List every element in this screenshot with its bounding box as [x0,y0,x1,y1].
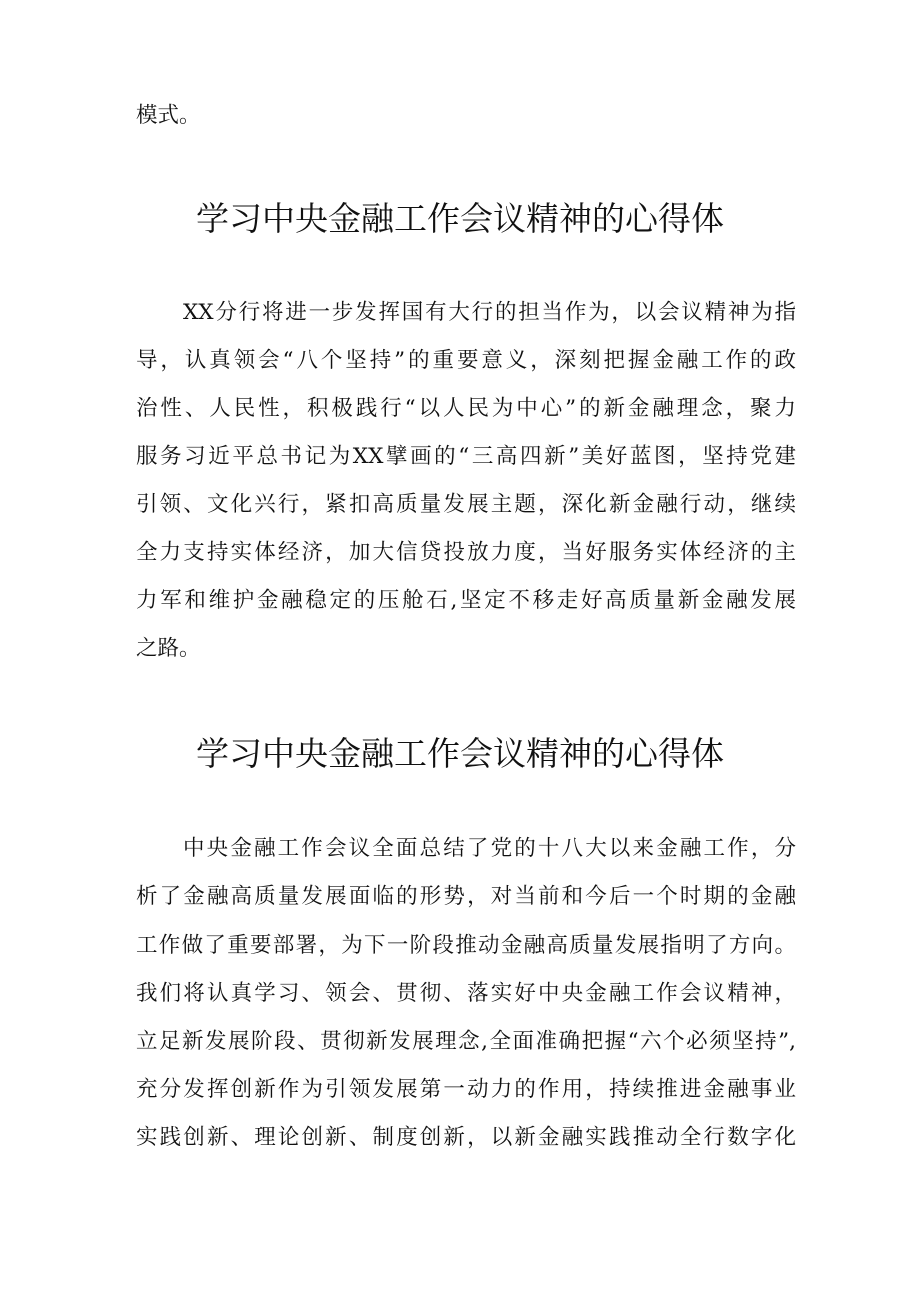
continuation-line: 模式。 [136,103,201,128]
paragraph-line: 充分发挥创新作为引领发展第一动力的作用，持续推进金融事业 [136,1077,796,1102]
paragraph-line: 工作做了重要部署，为下一阶段推动金融高质量发展指明了方向。 [136,933,796,958]
paragraph-line: 引领、文化兴行，紧扣高质量发展主题，深化新金融行动，继续 [136,492,796,517]
paragraph-line: 力军和维护金融稳定的压舱石,坚定不移走好高质量新金融发展 [136,588,796,613]
paragraph-line: 立足新发展阶段、贯彻新发展理念,全面准确把握“六个必须坚持”, [136,1029,796,1054]
section-1-heading: 学习中央金融工作会议精神的心得体 [196,199,724,238]
paragraph-line: 实践创新、理论创新、制度创新，以新金融实践推动全行数字化 [136,1125,796,1150]
section-2-heading: 学习中央金融工作会议精神的心得体 [196,734,724,773]
paragraph-line: XX分行将进一步发挥国有大行的担当作为，以会议精神为指 [183,300,796,325]
paragraph-line: 析了金融高质量发展面临的形势，对当前和今后一个时期的金融 [136,884,796,909]
paragraph-line: 我们将认真学习、领会、贯彻、落实好中央金融工作会议精神， [136,981,796,1006]
paragraph-line: 导，认真领会“八个坚持”的重要意义，深刻把握金融工作的政 [136,348,796,373]
paragraph-line: 中央金融工作会议全面总结了党的十八大以来金融工作，分 [183,836,796,861]
paragraph-line: 之路。 [136,636,201,661]
paragraph-line: 全力支持实体经济，加大信贷投放力度，当好服务实体经济的主 [136,540,796,565]
paragraph-line: 治性、人民性，积极践行“以人民为中心”的新金融理念，聚力 [136,396,796,421]
paragraph-line: 服务习近平总书记为XX擘画的“三高四新”美好蓝图，坚持党建 [136,444,796,469]
